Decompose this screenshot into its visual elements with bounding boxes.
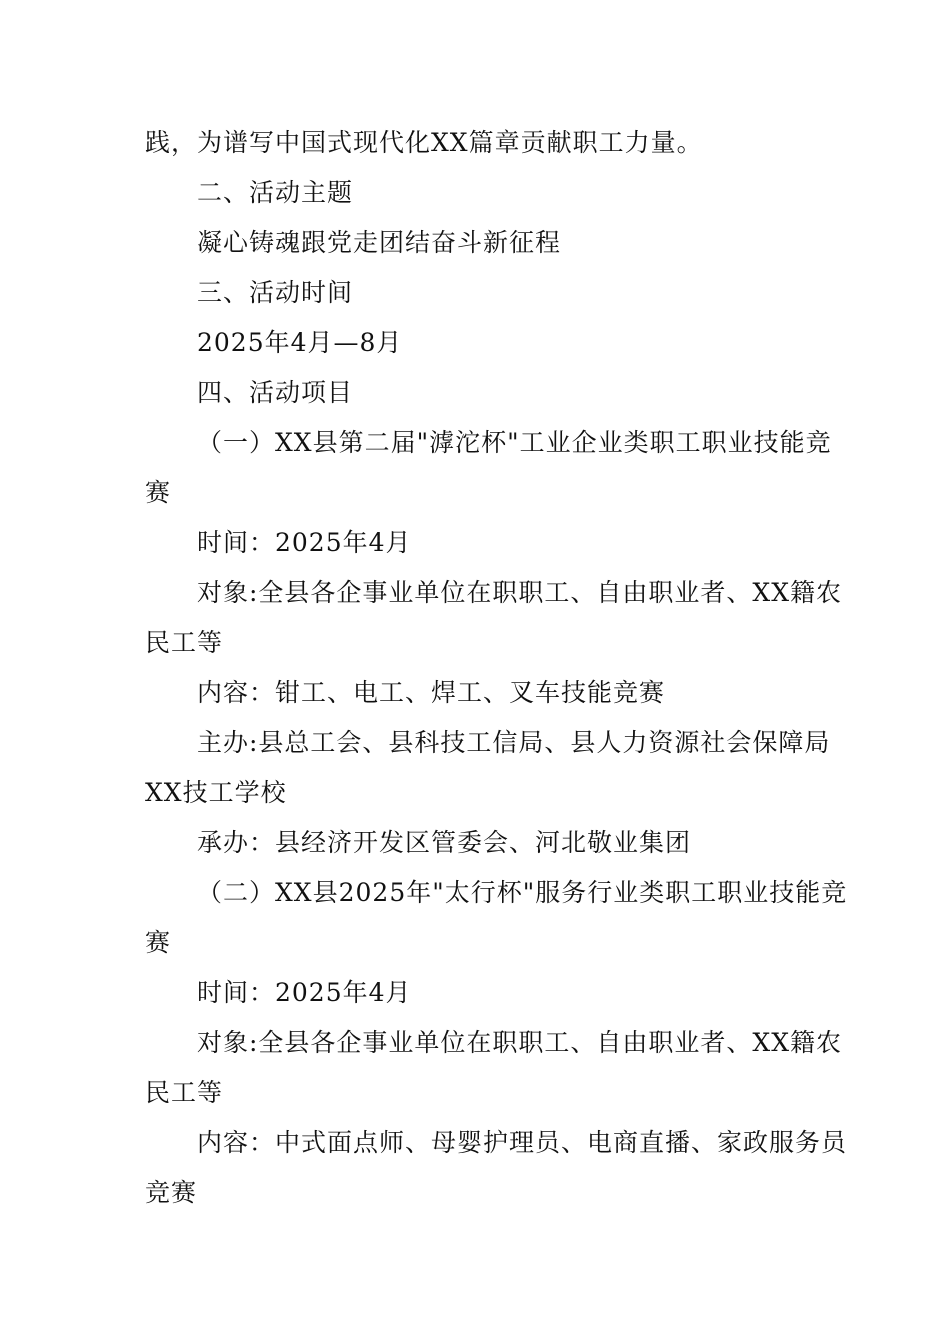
project-1-title: （一）XX县第二届"滹沱杯"工业企业类职工职业技能竞 xyxy=(197,428,832,457)
project-2-title: （二）XX县2025年"太行杯"服务行业类职工职业技能竞 xyxy=(197,878,848,907)
project-1-undertaker: 承办：县经济开发区管委会、河北敬业集团 xyxy=(197,828,692,857)
project-2-title-wrap: 赛 xyxy=(145,928,172,957)
project-2-content-wrap: 竞赛 xyxy=(145,1178,198,1207)
project-1-time: 时间：2025年4月 xyxy=(197,528,412,557)
section-heading-projects: 四、活动项目 xyxy=(197,378,354,407)
project-2-target-wrap: 民工等 xyxy=(145,1078,224,1107)
project-2-content: 内容：中式面点师、母婴护理员、电商直播、家政服务员 xyxy=(197,1128,848,1157)
project-2-time: 时间：2025年4月 xyxy=(197,978,412,1007)
paragraph-line-continuation: 践，为谱写中国式现代化XX篇章贡献职工力量。 xyxy=(145,128,703,157)
section-heading-theme: 二、活动主题 xyxy=(197,178,354,207)
project-1-target: 对象:全县各企事业单位在职职工、自由职业者、XX籍农 xyxy=(197,578,843,607)
project-1-target-wrap: 民工等 xyxy=(145,628,224,657)
section-heading-time: 三、活动时间 xyxy=(197,278,354,307)
time-text: 2025年4月—8月 xyxy=(197,328,403,357)
project-1-content: 内容：钳工、电工、焊工、叉车技能竞赛 xyxy=(197,678,666,707)
project-1-organizer-wrap: XX技工学校 xyxy=(145,778,287,807)
project-1-organizer: 主办:县总工会、县科技工信局、县人力资源社会保障局 xyxy=(197,728,831,757)
theme-text: 凝心铸魂跟党走团结奋斗新征程 xyxy=(197,228,562,257)
project-2-target: 对象:全县各企事业单位在职职工、自由职业者、XX籍农 xyxy=(197,1028,843,1057)
project-1-title-wrap: 赛 xyxy=(145,478,172,507)
